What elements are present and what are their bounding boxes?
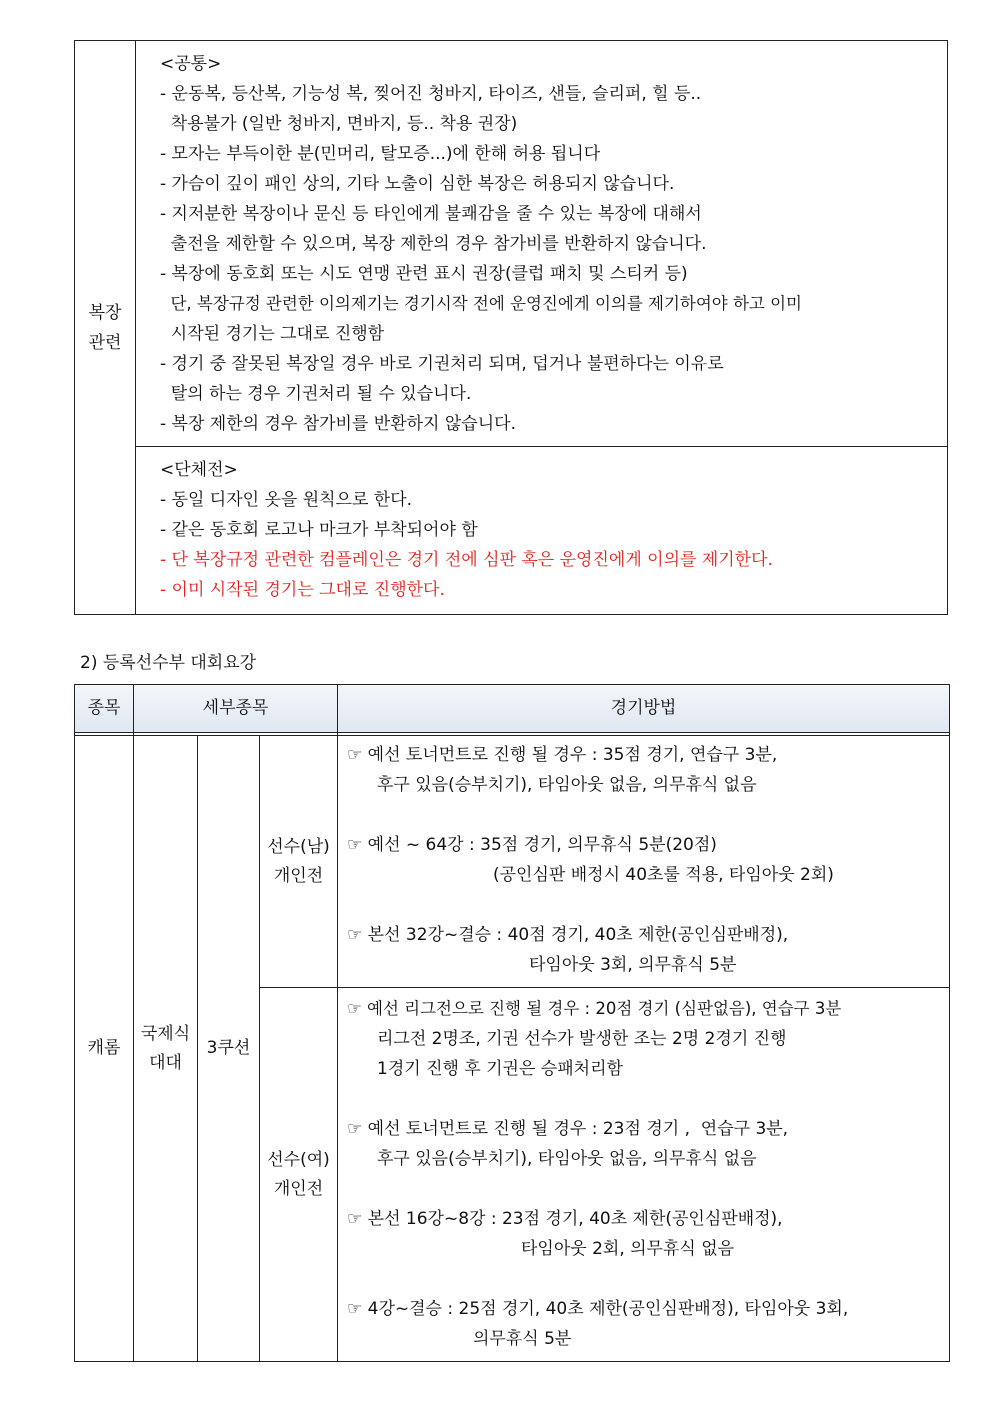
common-line: 착용불가 (일반 청바지, 면바지, 등.. 착용 권장) bbox=[160, 114, 518, 134]
men-label-cell bbox=[260, 736, 337, 987]
table-size-line2: 대대 bbox=[149, 1052, 182, 1073]
men-method-line: ☞ 예선 토너먼트로 진행 될 경우 : 35점 경기, 연습구 3분, bbox=[347, 745, 778, 765]
women-method-line: ☞ 본선 16강~8강 : 23점 경기, 40초 제한(공인심판배정), bbox=[347, 1209, 783, 1229]
common-line: - 복장에 동호회 또는 시도 연맹 관련 표시 권장(클럽 패치 및 스티커 등) bbox=[160, 264, 688, 284]
women-method-line: 1경기 진행 후 기권은 승패처리함 bbox=[377, 1059, 623, 1079]
header-divider bbox=[75, 732, 949, 733]
common-line: - 모자는 부득이한 분(민머리, 탈모증...)에 한해 허용 됩니다 bbox=[160, 144, 601, 164]
common-line: - 경기 중 잘못된 복장일 경우 바로 기권처리 되며, 덥거나 불편하다는 이유로 bbox=[160, 354, 724, 374]
women-method-line: 타임아웃 2회, 의무휴식 없음 bbox=[521, 1239, 735, 1259]
team-title: <단체전> bbox=[160, 460, 238, 480]
common-line: 탈의 하는 경우 기권처리 될 수 있습니다. bbox=[160, 384, 472, 404]
clothing-label-line2: 관련 bbox=[88, 332, 122, 353]
header-method: 경기방법 bbox=[610, 698, 677, 718]
men-method-line: ☞ 예선 ~ 64강 : 35점 경기, 의무휴식 5분(20점) bbox=[347, 835, 717, 855]
men-method-line: 후구 있음(승부치기), 타임아웃 없음, 의무휴식 없음 bbox=[377, 775, 757, 795]
table-size-cell bbox=[134, 736, 197, 1361]
common-title: <공통> bbox=[160, 54, 222, 74]
men-method-line: ☞ 본선 32강~결승 : 40점 경기, 40초 제한(공인심판배정), bbox=[347, 925, 789, 945]
header-sub-event: 세부종목 bbox=[202, 698, 269, 718]
team-line: - 같은 동호회 로고나 마크가 부착되어야 함 bbox=[160, 520, 478, 540]
competition-table bbox=[74, 684, 950, 1362]
women-label-cell bbox=[260, 988, 337, 1361]
common-line: - 복장 제한의 경우 참가비를 반환하지 않습니다. bbox=[160, 414, 516, 434]
women-method-line: ☞ 예선 토너먼트로 진행 될 경우 : 23점 경기 , 연습구 3분, bbox=[347, 1119, 789, 1139]
clothing-label-cell bbox=[75, 41, 136, 614]
women-method-line: ☞ 4강~결승 : 25점 경기, 40초 제한(공인심판배정), 타임아웃 3회, bbox=[347, 1299, 849, 1319]
women-label-line1: 선수(여) bbox=[267, 1149, 330, 1170]
common-line: - 지저분한 복장이나 문신 등 타인에게 불쾌감을 줄 수 있는 복장에 대해서 bbox=[160, 204, 702, 224]
table-size-line1: 국제식 bbox=[140, 1023, 191, 1044]
common-line: - 운동복, 등산복, 기능성 복, 찢어진 청바지, 타이즈, 샌들, 슬리퍼, 힐 등.. bbox=[160, 84, 702, 104]
event-cell: 캐롬 bbox=[87, 1038, 121, 1058]
women-method-line: ☞ 예선 리그전으로 진행 될 경우 : 20점 경기 (심판없음), 연습구 3분 bbox=[347, 999, 842, 1018]
women-label-line2: 개인전 bbox=[273, 1178, 324, 1199]
common-line: 출전을 제한할 수 있으며, 복장 제한의 경우 참가비를 반환하지 않습니다. bbox=[160, 234, 707, 254]
header-event: 종목 bbox=[87, 698, 121, 718]
common-line: - 가슴이 깊이 패인 상의, 기타 노출이 심한 복장은 허용되지 않습니다. bbox=[160, 174, 675, 194]
team-red-line: - 단 복장규정 관련한 컴플레인은 경기 전에 심판 혹은 운영진에게 이의를 제기한다. bbox=[160, 550, 773, 570]
team-red-line: - 이미 시작된 경기는 그대로 진행한다. bbox=[160, 580, 445, 600]
clothing-rules-table bbox=[74, 40, 948, 615]
col-divider bbox=[337, 685, 338, 1361]
common-line: 시작된 경기는 그대로 진행함 bbox=[160, 324, 385, 344]
men-label-line1: 선수(남) bbox=[267, 836, 330, 857]
clothing-label-line1: 복장 bbox=[88, 302, 122, 323]
common-line: 단, 복장규정 관련한 이의제기는 경기시작 전에 운영진에게 이의를 제기하여야 하고 이미 bbox=[160, 294, 802, 313]
row-divider bbox=[259, 987, 949, 988]
men-method-line: (공인심판 배정시 40초룰 적용, 타임아웃 2회) bbox=[493, 865, 834, 885]
women-method-line: 리그전 2명조, 기권 선수가 발생한 조는 2명 2경기 진행 bbox=[377, 1029, 787, 1049]
common-rules-cell bbox=[136, 41, 947, 447]
men-label-line2: 개인전 bbox=[273, 865, 324, 886]
section-title: 2) 등록선수부 대회요강 bbox=[80, 653, 257, 673]
women-method-line: 후구 있음(승부치기), 타임아웃 없음, 의무휴식 없음 bbox=[377, 1149, 757, 1169]
game-cell: 3쿠션 bbox=[206, 1038, 251, 1058]
team-line: - 동일 디자인 옷을 원칙으로 한다. bbox=[160, 490, 413, 510]
men-method-line: 타임아웃 3회, 의무휴식 5분 bbox=[529, 955, 737, 975]
women-method-line: 의무휴식 5분 bbox=[473, 1329, 572, 1349]
team-rules-cell bbox=[136, 447, 947, 614]
